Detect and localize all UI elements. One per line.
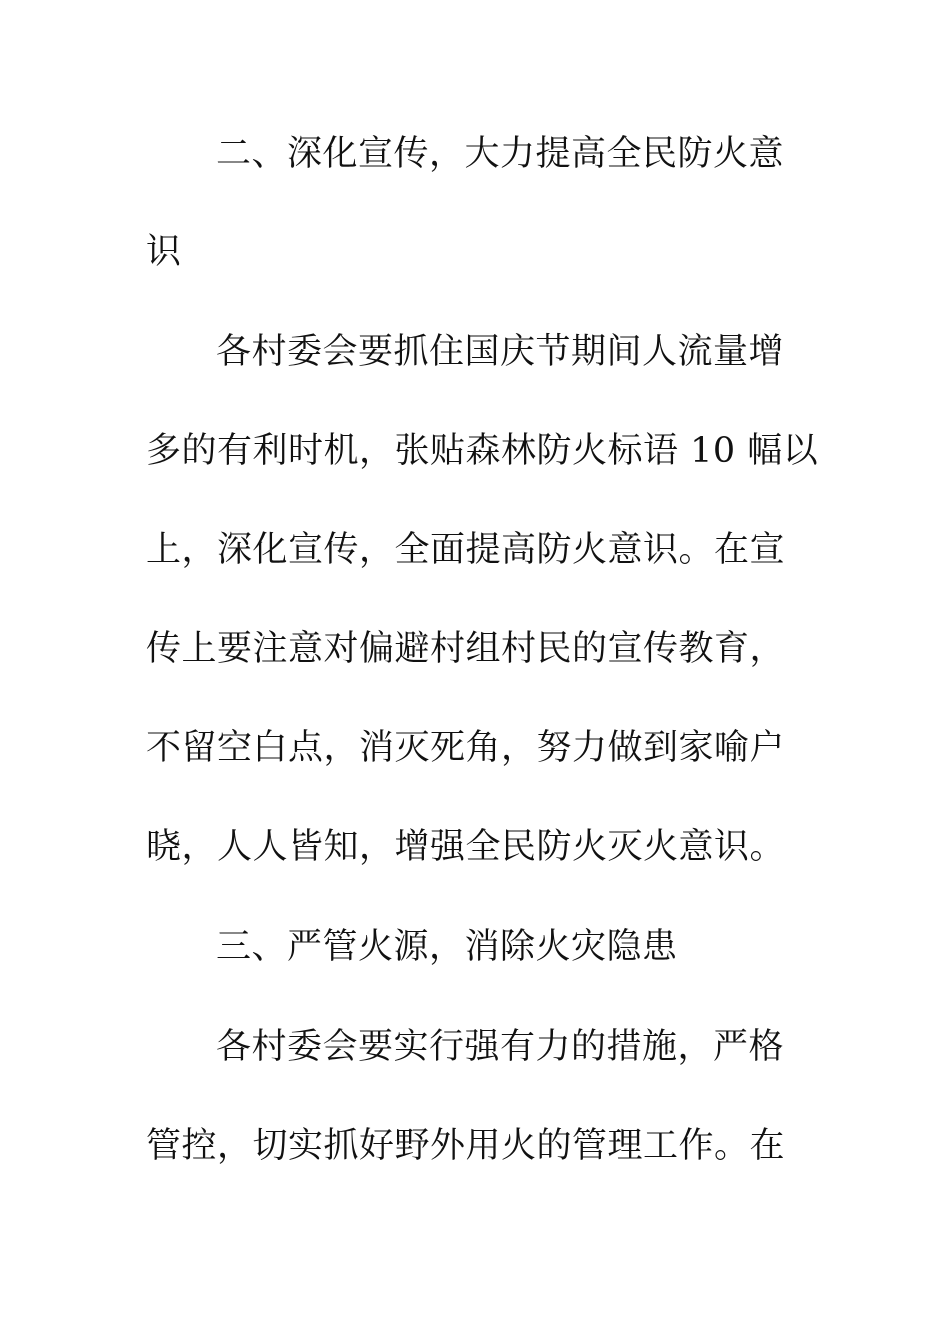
paragraph-line: 不留空白点，消灭死角，努力做到家喻户 xyxy=(146,728,786,768)
paragraph-line: 多的有利时机，张贴森林防火标语 10 幅以 xyxy=(146,431,819,471)
paragraph-line: 上，深化宣传，全面提高防火意识。在宣 xyxy=(146,530,786,570)
paragraph-line: 各村委会要实行强有力的措施，严格 xyxy=(216,1027,785,1067)
section-heading-3: 三、严管火源，消除火灾隐患 xyxy=(216,927,678,967)
paragraph-line: 传上要注意对偏避村组村民的宣传教育， xyxy=(146,629,786,669)
paragraph-line: 晓，人人皆知，增强全民防火灭火意识。 xyxy=(146,827,786,867)
section-heading-2-continued: 识 xyxy=(146,232,182,272)
paragraph-line: 管控，切实抓好野外用火的管理工作。在 xyxy=(146,1126,786,1166)
section-heading-2: 二、深化宣传，大力提高全民防火意 xyxy=(216,134,785,174)
paragraph-line: 各村委会要抓住国庆节期间人流量增 xyxy=(216,332,785,372)
